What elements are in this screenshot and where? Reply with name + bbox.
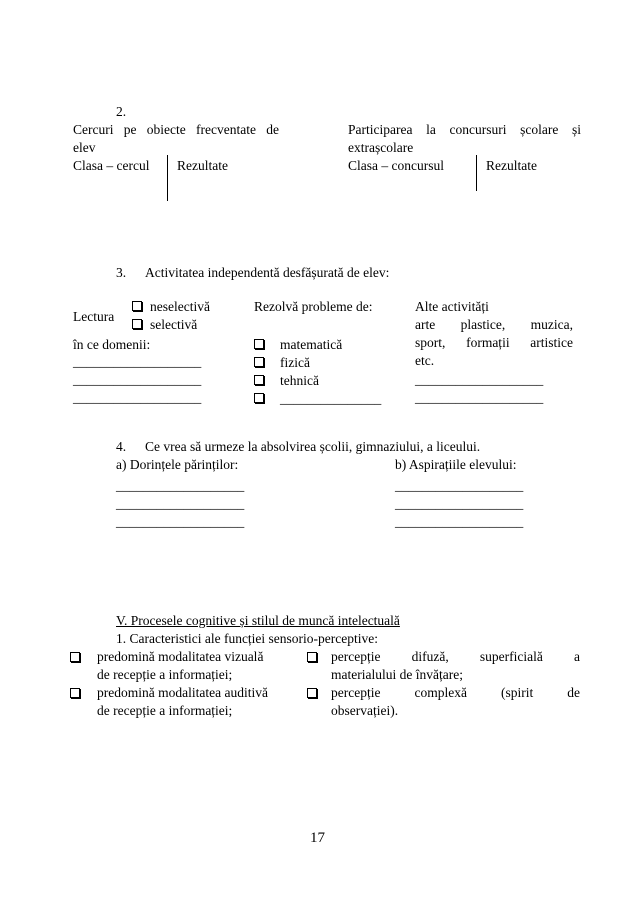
complex-perception-line2: observației). — [331, 703, 399, 718]
checkbox-icon — [254, 339, 264, 349]
parents-blank-3: ___________________ — [116, 514, 245, 529]
circles-title-line1: Cercuri pe obiecte frecventate de — [73, 122, 279, 137]
reading-label: Lectura — [73, 309, 115, 324]
checkbox-icon — [70, 685, 88, 703]
section-4-title: Ce vrea să urmeze la absolvirea școlii, gimnaziului, a liceului. — [145, 439, 481, 454]
circles-col-results: Rezultate — [177, 158, 228, 173]
problem-other-blank: _______________ — [254, 390, 381, 408]
section-3-number: 3. — [116, 265, 127, 280]
checkbox-icon — [307, 649, 325, 667]
student-blank-3: ___________________ — [395, 514, 524, 529]
auditive-modality-line2: de recepție a informației; — [97, 703, 233, 718]
visual-modality-line1: predomină modalitatea vizuală — [97, 649, 264, 664]
contests-column-divider — [476, 155, 477, 191]
checkbox-icon — [132, 319, 142, 329]
checkbox-icon — [254, 393, 264, 403]
other-activities-line3: sport, formații artistice — [415, 335, 573, 350]
parents-blank-2: ___________________ — [116, 496, 245, 511]
circles-col-class: Clasa – cercul — [73, 158, 150, 173]
auditive-modality-line1: predomină modalitatea auditivă — [97, 685, 268, 700]
complex-perception-line1: percepție complexă (spirit de — [331, 685, 580, 700]
domains-blank-1: ___________________ — [73, 354, 202, 369]
parents-blank-1: ___________________ — [116, 478, 245, 493]
domains-label: în ce domenii: — [73, 337, 151, 352]
student-blank-2: ___________________ — [395, 496, 524, 511]
parents-wishes-label: a) Dorințele părinților: — [116, 457, 239, 472]
checkbox-icon — [254, 375, 264, 385]
other-activities-blank-1: ___________________ — [415, 372, 544, 387]
other-activities-label: Alte activități — [415, 299, 489, 314]
problem-math: matematică — [254, 336, 342, 354]
other-activities-line2: arte plastice, muzica, — [415, 317, 573, 332]
student-aspirations-label: b) Aspirațiile elevului: — [395, 457, 517, 472]
checkbox-icon — [70, 649, 88, 667]
checkbox-icon — [254, 357, 264, 367]
contests-col-class: Clasa – concursul — [348, 158, 444, 173]
diffuse-perception-line2: materialului de învățare; — [331, 667, 463, 682]
section-V-subtitle: 1. Caracteristici ale funcției sensorio-perceptive: — [116, 631, 379, 646]
reading-option-nonselective: neselectivă — [132, 298, 210, 316]
section-3-title: Activitatea independentă desfășurată de elev: — [145, 265, 390, 280]
other-activities-line4: etc. — [415, 353, 435, 368]
page-number: 17 — [310, 830, 325, 846]
visual-modality-line2: de recepție a informației; — [97, 667, 233, 682]
other-activities-blank-2: ___________________ — [415, 390, 544, 405]
circles-title-line2: elev — [73, 140, 96, 155]
domains-blank-2: ___________________ — [73, 372, 202, 387]
domains-blank-3: ___________________ — [73, 390, 202, 405]
solves-problems-label: Rezolvă probleme de: — [254, 299, 373, 314]
checkbox-icon — [307, 685, 325, 703]
section-4-number: 4. — [116, 439, 127, 454]
problem-physics: fizică — [254, 354, 310, 372]
section-V-title: V. Procesele cognitive și stilul de muncă intelectuală — [116, 613, 400, 628]
section-2-number: 2. — [116, 104, 127, 119]
contests-col-results: Rezultate — [486, 158, 537, 173]
diffuse-perception-line1: percepție difuză, superficială a — [331, 649, 580, 664]
checkbox-icon — [132, 301, 142, 311]
reading-option-selective: selectivă — [132, 316, 197, 334]
problem-technical: tehnică — [254, 372, 319, 390]
contests-title-line1: Participarea la concursuri școlare și — [348, 122, 581, 137]
contests-title-line2: extrașcolare — [348, 140, 414, 155]
circles-column-divider — [167, 155, 168, 201]
student-blank-1: ___________________ — [395, 478, 524, 493]
